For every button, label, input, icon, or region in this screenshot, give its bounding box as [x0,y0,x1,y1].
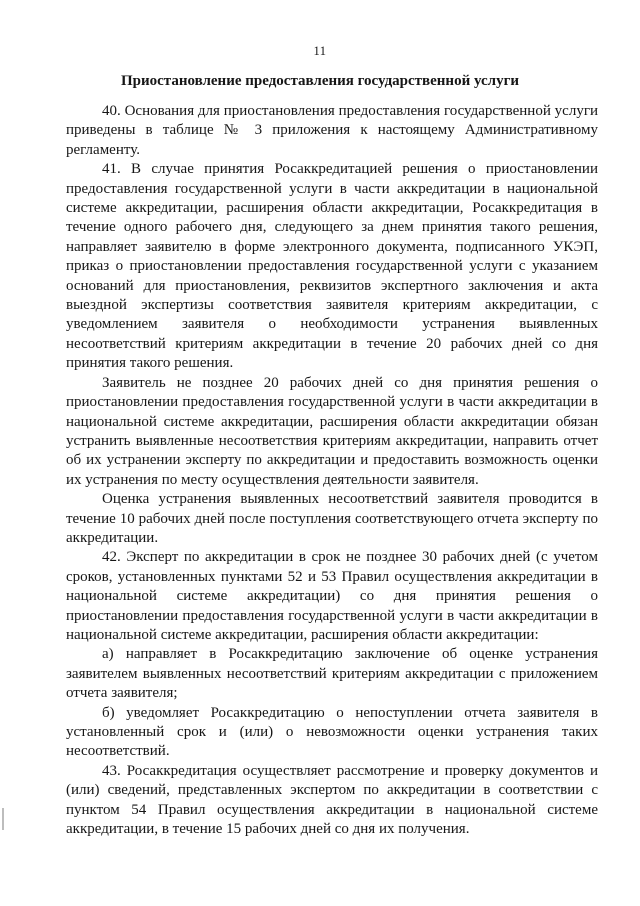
paragraph-assessment-term: Оценка устранения выявленных несоответствий заявителя проводится в течение 10 рабочих дней после поступления соответствующего отчета эксперту по аккредитации. [66,491,598,546]
scan-edge-mark [2,808,4,830]
paragraph-43: 43. Росаккредитация осуществляет рассмотрение и проверку документов и (или) сведений, представленных экспертом по аккредитации в соответствии с пунктом 54 Правил осуществления аккредитации в национальной системе аккредитации, в течение 15 рабочих дней со дня их получения. [66,762,598,838]
paragraph-42-a: а) направляет в Росаккредитацию заключение об оценке устранения заявителем выявленных несоответствий критериям аккредитации с приложением отчета заявителя; [66,646,598,702]
paragraph-42: 42. Эксперт по аккредитации в срок не позднее 30 рабочих дней (с учетом сроков, установленных пунктами 52 и 53 Правил осуществления аккредитации в национальной системе аккредитации) со дня принятия решения о приостановлении предоставления государственной услуги в части аккредитации в национальной системе аккредитации, расширения области аккредитации: [66,549,598,643]
document-body [66,102,598,839]
paragraph-applicant-obligation: Заявитель не позднее 20 рабочих дней со дня принятия решения о приостановлении предоставления государственной услуги в части аккредитации в национальной системе аккредитации, расширения области аккредитации обязан устранить выявленные несоответствия критериям аккредитации, направить отчет об их устранении эксперту по аккредитации и предоставить возможность оценки их устранения по месту осуществления деятельности заявителя. [66,374,598,488]
paragraph-42-b: б) уведомляет Росаккредитацию о непоступлении отчета заявителя в установленный срок и (или) о невозможности оценки устранения таких несоответствий. [66,704,598,760]
page-number: 11 [313,44,327,58]
paragraph-40: 40. Основания для приостановления предоставления государственной услуги приведены в таблице № 3 приложения к настоящему Административному регламенту. [66,103,598,158]
paragraph-41: 41. В случае принятия Росаккредитацией решения о приостановлении предоставления государственной услуги в части аккредитации в национальной системе аккредитации, расширения области аккредитации, Росаккредитация в течение одного рабочего дня, следующего за днем принятия такого решения, направляет заявителю в форме электронного документа, подписанного УКЭП, приказ о приостановлении предоставления государственной услуги с указанием оснований для приостановления, реквизитов экспертного заключения и акта выездной экспертизы соответствия заявителя критериям аккредитации, с уведомлением заявителя о необходимости устранения выявленных несоответствий критериям аккредитации в течение 20 рабочих дней со дня принятия такого решения. [66,161,598,372]
section-heading: Приостановление предоставления государственной услуги [120,73,520,89]
